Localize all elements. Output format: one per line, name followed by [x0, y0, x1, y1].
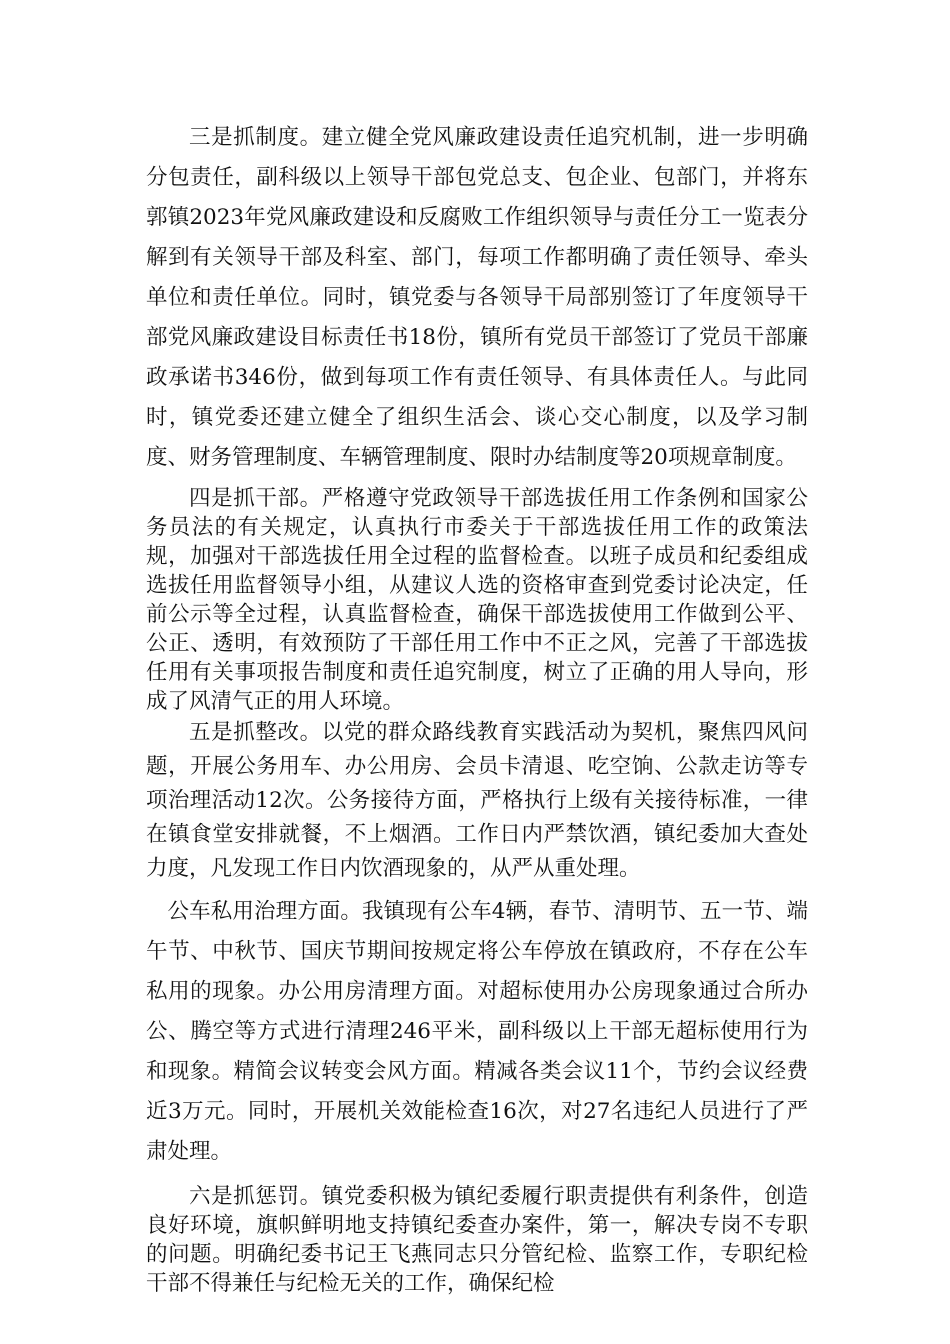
paragraph-system: 三是抓制度。建立健全党风廉政建设责任追究机制，进一步明确分包责任，副科级以上领导干部包党总支、包企业、包部门，并将东郭镇2023年党风廉政建设和反腐败工作组织领导与责任分工一览表分解到有关领导干部及科室、部门，每项工作都明确了责任领导、牵头单位和责任单位。同时，镇党委与各领导干局部别签订了年度领导干部党风廉政建设目标责任书18份，镇所有党员干部签订了党员干部廉政承诺书346份，做到每项工作有责任领导、有具体责任人。与此同时，镇党委还建立健全了组织生活会、谈心交心制度，以及学习制度、财务管理制度、车辆管理制度、限时办结制度等20项规章制度。 — [146, 125, 808, 470]
paragraph-punishment: 六是抓惩罚。镇党委积极为镇纪委履行职责提供有利条件，创造良好环境，旗帜鲜明地支持镇纪委查办案件，第一，解决专岗不专职的问题。明确纪委书记王飞燕同志只分管纪检、监察工作，专职纪检干部不得兼任与纪检无关的工作，确保纪检 — [146, 1184, 808, 1296]
paragraph-cadres: 四是抓干部。严格遵守党政领导干部选拔任用工作条例和国家公务员法的有关规定，认真执行市委关于干部选拔任用工作的政策法规，加强对干部选拔任用全过程的监督检查。以班子成员和纪委组成选拔任用监督领导小组，从建议人选的资格审查到党委讨论决定，任前公示等全过程，认真监督检查，确保干部选拔使用工作做到公平、公正、透明，有效预防了干部任用工作中不正之风，完善了干部选拔任用有关事项报告制度和责任追究制度，树立了正确的用人导向，形成了风清气正的用人环境。 — [146, 486, 808, 714]
paragraph-vehicle-governance: 公车私用治理方面。我镇现有公车4辆，春节、清明节、五一节、端午节、中秋节、国庆节期间按规定将公车停放在镇政府，不存在公车私用的现象。办公用房清理方面。对超标使用办公房现象通过合所办公、腾空等方式进行清理246平米，副科级以上干部无超标使用行为和现象。精简会议转变会风方面。精减各类会议11个，节约会议经费近3万元。同时，开展机关效能检查16次，对27名违纪人员进行了严肃处理。 — [146, 899, 808, 1164]
document-body — [146, 118, 808, 1298]
paragraph-rectification: 五是抓整改。以党的群众路线教育实践活动为契机，聚焦四风问题，开展公务用车、办公用房、会员卡清退、吃空饷、公款走访等专项治理活动12次。公务接待方面，严格执行上级有关接待标准，一律在镇食堂安排就餐，不上烟酒。工作日内严禁饮酒，镇纪委加大查处力度，凡发现工作日内饮酒现象的，从严从重处理。 — [146, 720, 808, 881]
